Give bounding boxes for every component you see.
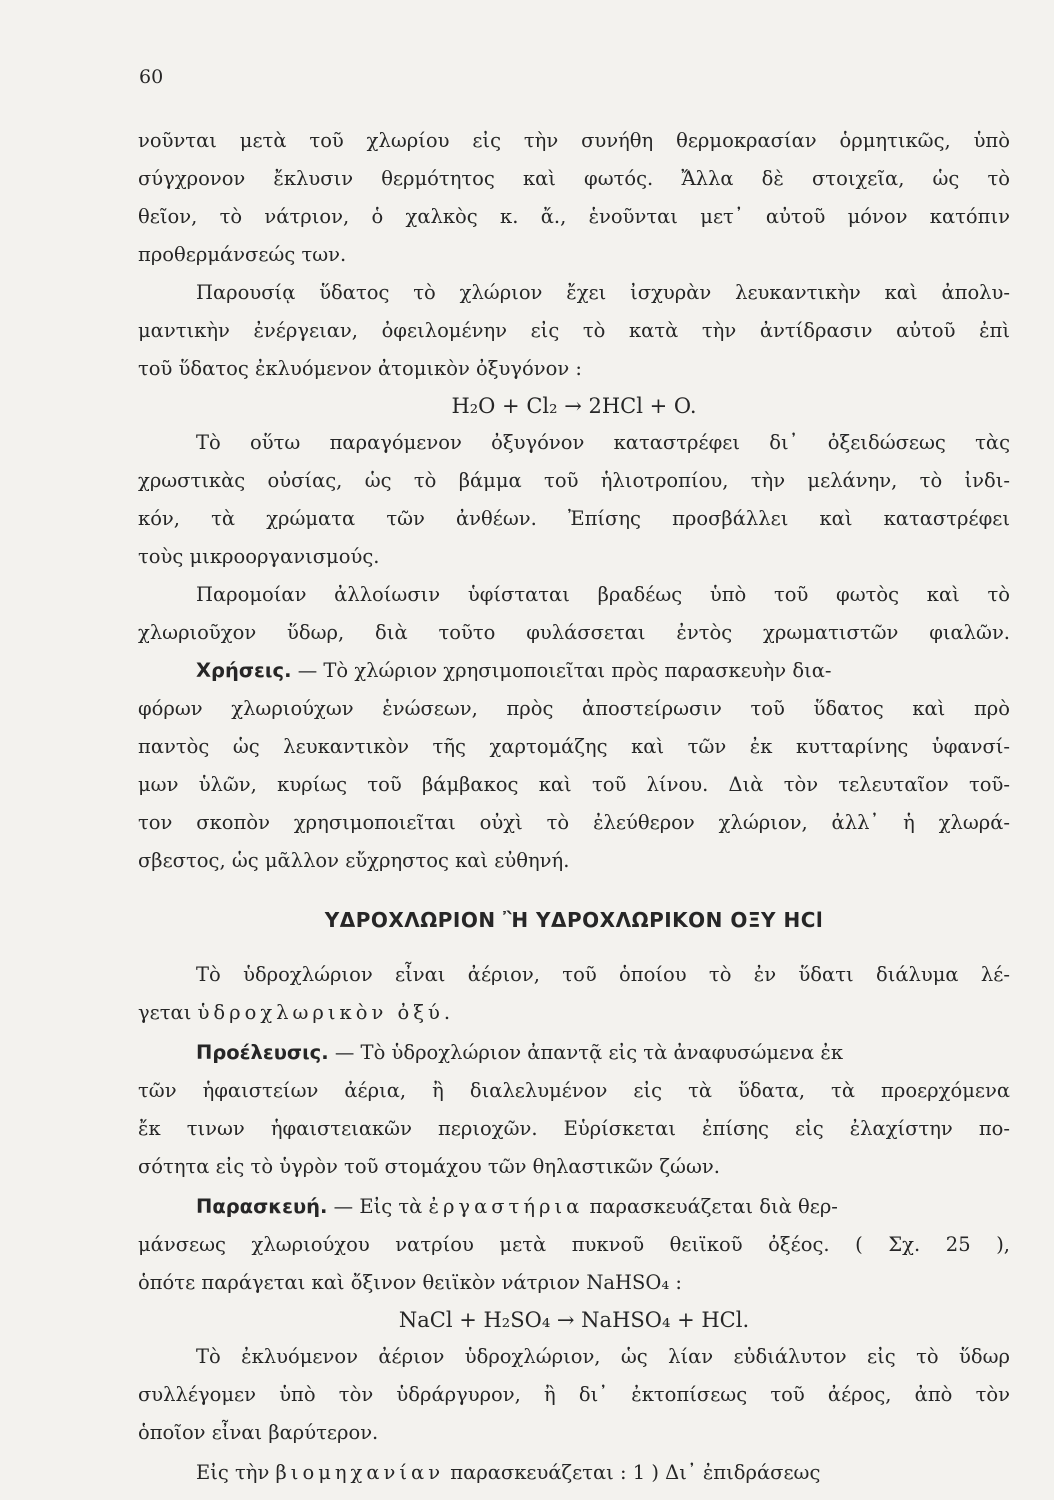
section-label-uses: Χρήσεις. [196,659,292,682]
text-line: νοῦνται μετὰ τοῦ χλωρίου εἰς τὴν συνήθη θερμοκρασίαν ὁρμητικῶς, ὑπὸ [138,129,1010,152]
text-line: σότητα εἰς τὸ ὑγρὸν τοῦ στομάχου τῶν θηλαστικῶν ζώων. [138,1155,720,1178]
text-line [138,1460,1010,1486]
text-line: συλλέγομεν ὑπὸ τὸν ὑδράργυρον, ἢ δι᾽ ἐκτοπίσεως τοῦ ἀέρος, ἀπὸ τὸν [138,1383,1010,1406]
text-span: παρασκευάζεται διὰ θερ- [589,1195,838,1218]
text-line: σβεστος, ὡς μᾶλλον εὔχρηστος καὶ εὐθηνή. [138,849,570,872]
text-line: τῶν ἡφαιστείων ἀέρια, ἢ διαλελυμένον εἰς τὰ ὕδατα, τὰ προερχόμενα [138,1079,1010,1102]
section-label-origin: Προέλευσις. [196,1041,329,1064]
spaced-term: ἐργαστήρια [428,1195,584,1218]
text-line: σύγχρονον ἔκλυσιν θερμότητος καὶ φωτός. Ἄλλα δὲ στοιχεῖα, ὡς τὸ [138,167,1010,190]
text-line: ὁπότε παράγεται καὶ ὄξινον θειϊκὸν νάτριον NaHSO₄ : [138,1271,682,1294]
text-line: Παρομοίαν ἀλλοίωσιν ὑφίσταται βραδέως ὑπὸ τοῦ φωτὸς καὶ τὸ [196,583,1010,606]
spaced-term: ὑδροχλωρικὸν ὀξύ. [197,1001,455,1024]
text-line: Τὸ οὕτω παραγόμενον ὀξυγόνον καταστρέφει δι᾽ ὀξειδώσεως τὰς [196,431,1010,454]
text-line: Τὸ ἐκλυόμενον ἀέριον ὑδροχλώριον, ὡς λίαν εὐδιάλυτον εἰς τὸ ὕδωρ [196,1345,1010,1368]
text-line: μων ὑλῶν, κυρίως τοῦ βάμβακος καὶ τοῦ λίνου. Διὰ τὸν τελευταῖον τοῦ- [138,773,1010,796]
text-line: Παρουσίᾳ ὕδατος τὸ χλώριον ἔχει ἰσχυρὰν λευκαντικὴν καὶ ἀπολυ- [196,281,1010,304]
text-line [138,1194,1010,1220]
text-line [138,658,1010,684]
text-span: παρασκευάζεται : 1 ) Δι᾽ ἐπιδράσεως [450,1461,821,1484]
text-line: ἔκ τινων ἡφαιστειακῶν περιοχῶν. Εὑρίσκεται ἐπίσης εἰς ἐλαχίστην πο- [138,1117,1010,1140]
text-line: ὁποῖον εἶναι βαρύτερον. [138,1421,379,1444]
text-line: τοὺς μικροοργανισμούς. [138,545,380,568]
text-line: παντὸς ὡς λευκαντικὸν τῆς χαρτομάζης καὶ τῶν ἐκ κυτταρίνης ὑφανσί- [138,735,1010,758]
text-span: γεται [138,1001,192,1024]
spaced-term: βιομηχανίαν [275,1461,445,1484]
text-span: Εἰς τὴν [196,1461,270,1484]
section-label-preparation: Παρασκευή. [196,1195,328,1218]
text-line: μάνσεως χλωριούχου νατρίου μετὰ πυκνοῦ θειϊκοῦ ὀξέος. ( Σχ. 25 ), [138,1233,1010,1256]
text-line: κόν, τὰ χρώματα τῶν ἀνθέων. Ἐπίσης προσβάλλει καὶ καταστρέφει [138,507,1010,530]
text-line: τον σκοπὸν χρησιμοποιεῖται οὐχὶ τὸ ἐλεύθερον χλώριον, ἀλλ᾽ ἡ χλωρά- [138,811,1010,834]
text-line [138,1000,1010,1026]
text-span: — Εἰς τὰ [333,1195,423,1218]
text-line: τοῦ ὕδατος ἐκλυόμενον ἀτομικὸν ὀξυγόνον : [138,357,582,380]
page-number: 60 [139,66,164,88]
text-line: Τὸ ὑδροχλώριον εἶναι ἀέριον, τοῦ ὁποίου τὸ ἐν ὕδατι διάλυμα λέ- [196,963,1010,986]
text-span: — Τὸ ὑδροχλώριον ἀπαντᾷ εἰς τὰ ἀναφυσώμενα ἐκ [334,1041,844,1064]
section-heading: ΥΔΡΟΧΛΩΡΙΟΝ Ἢ ΥΔΡΟΧΛΩΡΙΚΟΝ ΟΞΥ HCl [324,908,824,932]
text-line: προθερμάνσεώς των. [138,243,347,266]
text-span: — Τὸ χλώριον χρησιμοποιεῖται πρὸς παρασκευὴν δια- [297,659,832,682]
text-line: χλωριοῦχον ὕδωρ, διὰ τοῦτο φυλάσσεται ἐντὸς χρωματιστῶν φιαλῶν. [138,621,1010,644]
text-line: μαντικὴν ἐνέργειαν, ὀφειλομένην εἰς τὸ κατὰ τὴν ἀντίδρασιν αὐτοῦ ἐπὶ [138,319,1010,342]
text-line [138,1040,1010,1066]
chemical-equation: H₂O + Cl₂ → 2HCl + O. [451,394,697,418]
text-line: χρωστικὰς οὐσίας, ὡς τὸ βάμμα τοῦ ἡλιοτροπίου, τὴν μελάνην, τὸ ἰνδι- [138,469,1010,492]
text-line: θεῖον, τὸ νάτριον, ὁ χαλκὸς κ. ἄ., ἑνοῦνται μετ᾽ αὐτοῦ μόνον κατόπιν [138,205,1010,228]
chemical-equation: NaCl + H₂SO₄ → NaHSO₄ + HCl. [398,1308,750,1332]
text-line: φόρων χλωριούχων ἑνώσεων, πρὸς ἀποστείρωσιν τοῦ ὕδατος καὶ πρὸ [138,697,1010,720]
